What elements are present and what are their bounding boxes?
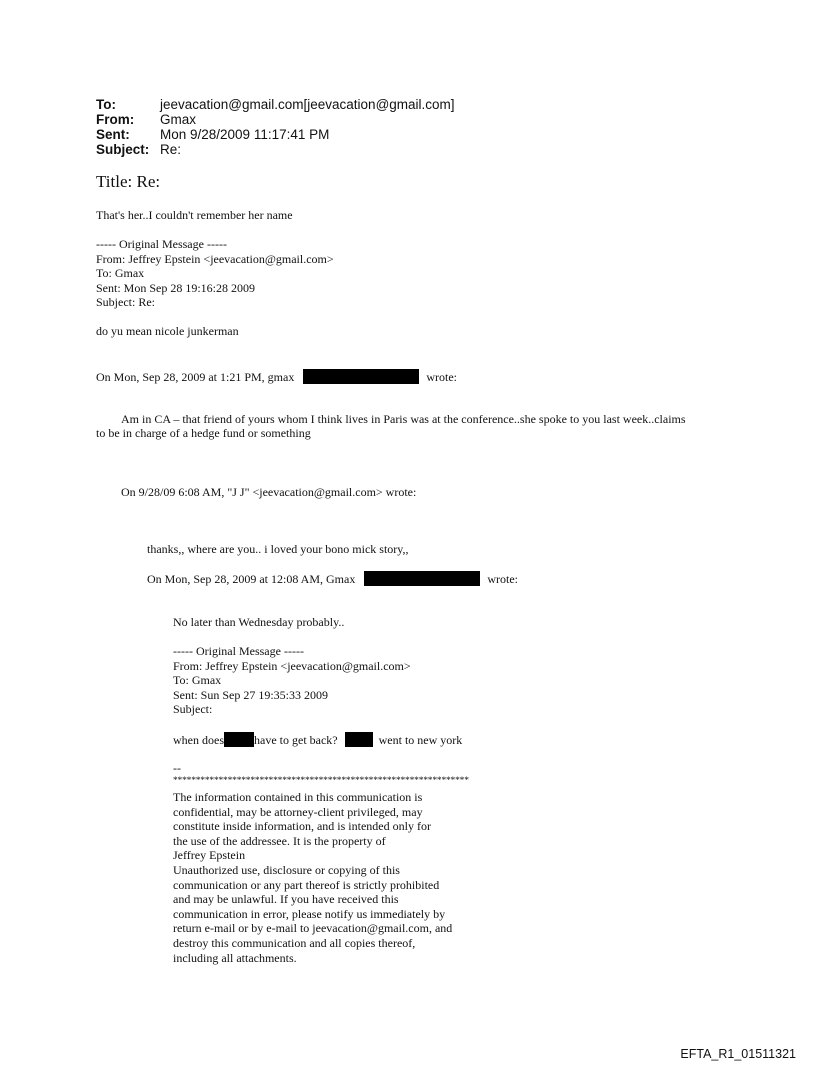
orig1-line: From: Jeffrey Epstein <jeevacation@gmail.com> xyxy=(96,251,334,266)
disclaimer-line: the use of the addressee. It is the property of xyxy=(173,833,386,848)
from-row xyxy=(96,112,455,127)
when-part-b: have to get back? xyxy=(254,733,338,747)
orig2-line: ----- Original Message ----- xyxy=(173,644,304,658)
ca-line-1: Am in CA – that friend of yours whom I think lives in Paris was at the conference..she spoke to you last week..claims xyxy=(121,412,686,426)
signature-dash: -- xyxy=(173,761,181,775)
orig2-line: Subject: xyxy=(173,702,213,717)
subject-label: Subject: xyxy=(96,142,150,157)
to-value: jeevacation@gmail.com[jeevacation@gmail.com] xyxy=(160,97,455,112)
original-message-2 xyxy=(173,644,411,717)
orig2-line: Sent: Sun Sep 27 19:35:33 2009 xyxy=(173,687,329,702)
disclaimer-line: return e-mail or by e-mail to jeevacation@gmail.com, and xyxy=(173,921,453,936)
redaction-box xyxy=(345,732,373,747)
disclaimer-line: The information contained in this communication is xyxy=(173,790,423,804)
no-later-line: No later than Wednesday probably.. xyxy=(173,615,345,629)
orig2-line: From: Jeffrey Epstein <jeevacation@gmail.com> xyxy=(173,658,411,673)
when-line xyxy=(173,732,462,748)
when-part-a: when does xyxy=(173,733,224,747)
disclaimer-line: including all attachments. xyxy=(173,950,297,965)
redaction-box xyxy=(224,732,254,747)
sent-value: Mon 9/28/2009 11:17:41 PM xyxy=(160,127,330,142)
disclaimer-line: confidential, may be attorney-client privileged, may xyxy=(173,804,423,819)
original-message-1 xyxy=(96,237,334,310)
disclaimer-line: constitute inside information, and is intended only for xyxy=(173,819,431,834)
wrote1-prefix: On Mon, Sep 28, 2009 at 1:21 PM, gmax xyxy=(96,370,295,384)
to-row xyxy=(96,97,455,112)
disclaimer-line: Jeffrey Epstein xyxy=(173,848,246,863)
disclaimer-line: communication in error, please notify us immediately by xyxy=(173,906,446,921)
from-value: Gmax xyxy=(160,112,197,127)
orig1-line: Subject: Re: xyxy=(96,295,155,310)
orig1-line: ----- Original Message ----- xyxy=(96,237,227,251)
wrote3-prefix: On Mon, Sep 28, 2009 at 12:08 AM, Gmax xyxy=(147,572,356,586)
document-id: EFTA_R1_01511321 xyxy=(680,1047,796,1061)
sent-label: Sent: xyxy=(96,127,130,142)
ca-line-2: to be in charge of a hedge fund or something xyxy=(96,426,311,440)
disclaimer-line: communication or any part thereof is strictly prohibited xyxy=(173,877,440,892)
sent-row xyxy=(96,127,455,142)
redaction-box xyxy=(364,571,480,586)
orig2-line: To: Gmax xyxy=(173,673,222,688)
disclaimer xyxy=(173,790,452,965)
when-part-c: went to new york xyxy=(378,733,463,747)
to-label: To: xyxy=(96,97,116,112)
page-title: Title: Re: xyxy=(96,172,161,191)
disclaimer-line: Unauthorized use, disclosure or copying of this xyxy=(173,862,400,877)
wrote-line-1 xyxy=(96,369,457,385)
redaction-box xyxy=(303,369,419,384)
wrote-line-3 xyxy=(147,571,518,587)
subject-row xyxy=(96,142,455,157)
orig1-line: To: Gmax xyxy=(96,266,145,281)
signature-stars: ***************************************************************** xyxy=(173,776,469,786)
wrote3-suffix: wrote: xyxy=(487,572,518,586)
reply-line: That's her..I couldn't remember her name xyxy=(96,208,293,222)
email-header xyxy=(96,97,455,157)
wrote-line-2: On 9/28/09 6:08 AM, "J J" <jeevacation@gmail.com> wrote: xyxy=(121,485,417,499)
thanks-line: thanks,, where are you.. i loved your bono mick story,, xyxy=(147,542,409,556)
from-label: From: xyxy=(96,112,135,127)
disclaimer-line: and may be unlawful. If you have received this xyxy=(173,892,399,907)
orig1-line: Sent: Mon Sep 28 19:16:28 2009 xyxy=(96,280,256,295)
question-line: do yu mean nicole junkerman xyxy=(96,324,239,338)
wrote1-suffix: wrote: xyxy=(426,370,457,384)
subject-value: Re: xyxy=(160,142,182,157)
disclaimer-line: destroy this communication and all copies thereof, xyxy=(173,935,416,950)
